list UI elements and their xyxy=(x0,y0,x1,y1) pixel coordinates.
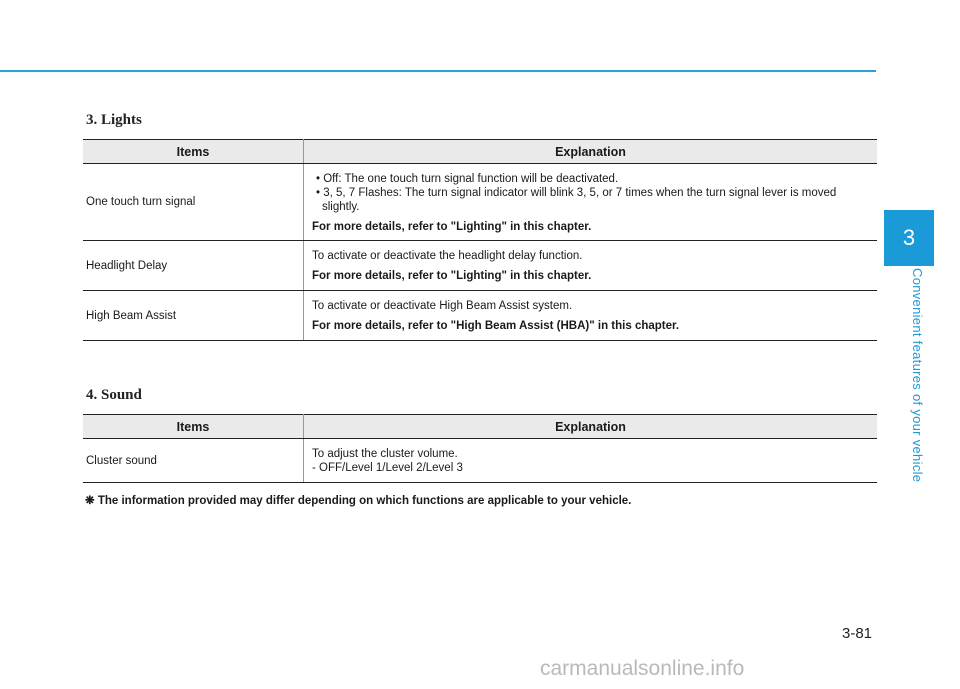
chapter-number: 3 xyxy=(902,225,916,250)
chapter-side-label xyxy=(909,268,923,492)
table-row xyxy=(83,241,877,291)
explanation-line: • Off: The one touch turn signal function will be deactivated. xyxy=(316,172,619,185)
item-one-touch-turn-signal: One touch turn signal xyxy=(83,164,304,241)
lights-header-explanation: Explanation xyxy=(304,140,878,164)
explanation-note: For more details, refer to "Lighting" in this chapter. xyxy=(312,220,592,233)
table-row xyxy=(83,164,877,241)
sound-table xyxy=(83,414,877,483)
footnote: ❋ The information provided may differ depending on which functions are applicable to your vehicle. xyxy=(85,495,632,507)
explanation-cell xyxy=(304,291,878,341)
lights-header-items: Items xyxy=(83,140,304,164)
sound-table-header xyxy=(83,415,877,439)
table-row xyxy=(83,439,877,483)
explanation-note: For more details, refer to "High Beam Assist (HBA)" in this chapter. xyxy=(312,320,680,332)
explanation-cell xyxy=(304,164,878,241)
lights-table xyxy=(83,139,877,341)
table-row xyxy=(83,291,877,341)
explanation-line: - OFF/Level 1/Level 2/Level 3 xyxy=(312,462,463,474)
lights-table-header xyxy=(83,140,877,164)
explanation-cell xyxy=(304,439,878,483)
top-rule xyxy=(0,70,876,72)
watermark-link[interactable]: carmanualsonline.info xyxy=(540,657,745,680)
item-high-beam-assist: High Beam Assist xyxy=(83,291,304,341)
chapter-title: Convenient features of your vehicle xyxy=(910,268,925,483)
explanation-line: To activate or deactivate High Beam Assist system. xyxy=(312,300,573,312)
sound-section-title: 4. Sound xyxy=(86,387,142,403)
item-cluster-sound: Cluster sound xyxy=(83,439,304,483)
item-headlight-delay: Headlight Delay xyxy=(83,241,304,291)
lights-section-title: 3. Lights xyxy=(86,112,142,128)
explanation-line: To adjust the cluster volume. xyxy=(312,448,458,460)
sound-header-explanation: Explanation xyxy=(304,415,878,439)
explanation-line: • 3, 5, 7 Flashes: The turn signal indicator will blink 3, 5, or 7 times when the turn signal lever is moved slightly. xyxy=(316,186,837,213)
explanation-cell xyxy=(304,241,878,291)
explanation-line: To activate or deactivate the headlight delay function. xyxy=(312,250,583,262)
chapter-tab xyxy=(884,210,934,266)
explanation-note: For more details, refer to "Lighting" in this chapter. xyxy=(312,270,592,282)
page-number: 3-81 xyxy=(842,625,873,642)
sound-header-items: Items xyxy=(83,415,304,439)
